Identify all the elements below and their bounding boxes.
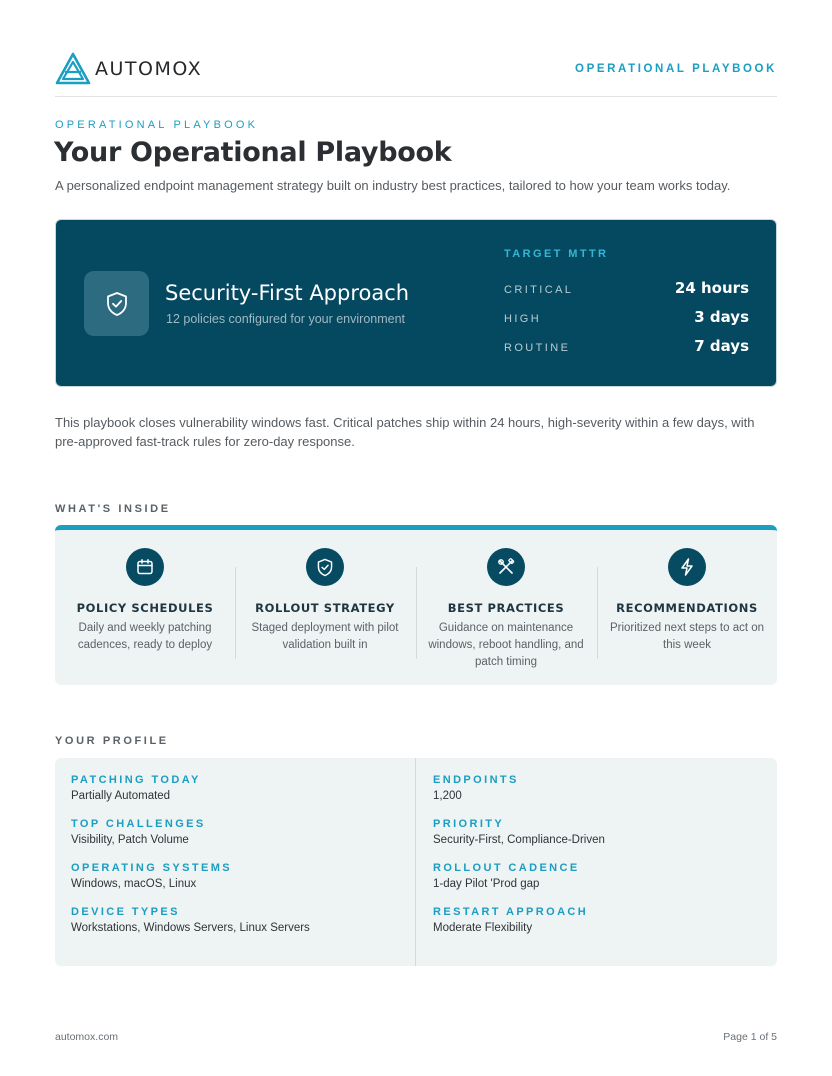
profile-operating-systems — [71, 862, 401, 890]
automox-logo-icon — [55, 52, 91, 86]
profile-value: Windows, macOS, Linux — [71, 878, 197, 890]
feature-best-practices — [416, 530, 596, 685]
shield-check-icon — [84, 271, 149, 336]
feature-desc: Daily and weekly patching cadences, ready to deploy — [77, 622, 213, 651]
profile-key: ROLLOUT CADENCE — [433, 862, 580, 874]
profile-value: Partially Automated — [71, 790, 171, 802]
profile-value: Visibility, Patch Volume — [71, 834, 189, 846]
automox-logo — [55, 52, 202, 86]
mttr-row-high — [504, 308, 749, 328]
page-header — [55, 50, 777, 97]
mttr-level: HIGH — [504, 313, 542, 325]
mttr-row-routine — [504, 337, 749, 357]
profile-top-challenges — [71, 818, 401, 846]
profile-value: Security-First, Compliance-Driven — [433, 834, 605, 846]
footer-site-link[interactable]: automox.com — [55, 1031, 119, 1043]
lightning-icon — [668, 548, 706, 586]
feature-recommendations — [597, 530, 777, 685]
feature-desc: Staged deployment with pilot validation built in — [251, 622, 399, 651]
profile-restart-approach — [433, 906, 763, 934]
mttr-value: 3 days — [694, 308, 749, 326]
mttr-level: ROUTINE — [504, 342, 571, 354]
profile-device-types — [71, 906, 401, 934]
profile-value: 1,200 — [433, 790, 462, 802]
profile-divider — [415, 758, 416, 966]
profile-key: TOP CHALLENGES — [71, 818, 206, 830]
feature-title: BEST PRACTICES — [447, 601, 565, 615]
feature-rollout-strategy — [235, 530, 415, 685]
whats-inside-panel — [55, 525, 777, 685]
profile-value: Workstations, Windows Servers, Linux Servers — [71, 922, 310, 934]
approach-card — [55, 219, 777, 387]
page-eyebrow: OPERATIONAL PLAYBOOK — [55, 119, 259, 131]
profile-key: PATCHING TODAY — [71, 774, 201, 786]
feature-title: POLICY SCHEDULES — [76, 601, 214, 615]
profile-value: 1-day Pilot 'Prod gap — [433, 878, 540, 890]
mttr-label: TARGET MTTR — [504, 248, 609, 260]
header-tag: OPERATIONAL PLAYBOOK — [575, 63, 777, 75]
profile-priority — [433, 818, 763, 846]
profile-rollout-cadence — [433, 862, 763, 890]
logo-wordmark: AUTOMOX — [95, 58, 203, 80]
page-subtitle: A personalized endpoint management strategy built on industry best practices, tailored to how your team works today. — [55, 178, 731, 193]
profile-panel — [55, 758, 777, 966]
feature-policy-schedules — [55, 530, 235, 685]
shield-check-icon — [306, 548, 344, 586]
feature-desc: Prioritized next steps to act on this week — [609, 622, 765, 651]
approach-subtext: 12 policies configured for your environment — [166, 312, 406, 326]
profile-key: DEVICE TYPES — [71, 906, 180, 918]
feature-desc: Guidance on maintenance windows, reboot handling, and patch timing — [428, 622, 584, 668]
feature-title: ROLLOUT STRATEGY — [255, 601, 395, 615]
playbook-summary: This playbook closes vulnerability windows fast. Critical patches ship within 24 hours, high-severity within a few days, with pre-approved fast-track rules for zero-day response. — [55, 415, 755, 449]
calendar-icon — [126, 548, 164, 586]
page-title: Your Operational Playbook — [54, 137, 452, 168]
profile-patching-today — [71, 774, 401, 802]
mttr-level: CRITICAL — [504, 284, 574, 296]
profile-key: ENDPOINTS — [433, 774, 519, 786]
footer-page-number: Page 1 of 5 — [723, 1031, 777, 1043]
profile-key: PRIORITY — [433, 818, 505, 830]
approach-name: Security-First Approach — [165, 281, 410, 305]
profile-endpoints — [433, 774, 763, 802]
feature-title: RECOMMENDATIONS — [616, 601, 758, 615]
profile-key: OPERATING SYSTEMS — [71, 862, 232, 874]
profile-value: Moderate Flexibility — [433, 922, 533, 934]
tools-icon — [487, 548, 525, 586]
profile-heading: YOUR PROFILE — [55, 735, 169, 747]
profile-key: RESTART APPROACH — [433, 906, 589, 918]
mttr-row-critical — [504, 279, 749, 299]
mttr-value: 7 days — [694, 337, 749, 355]
mttr-value: 24 hours — [674, 279, 749, 297]
whats-inside-heading: WHAT'S INSIDE — [55, 503, 171, 515]
